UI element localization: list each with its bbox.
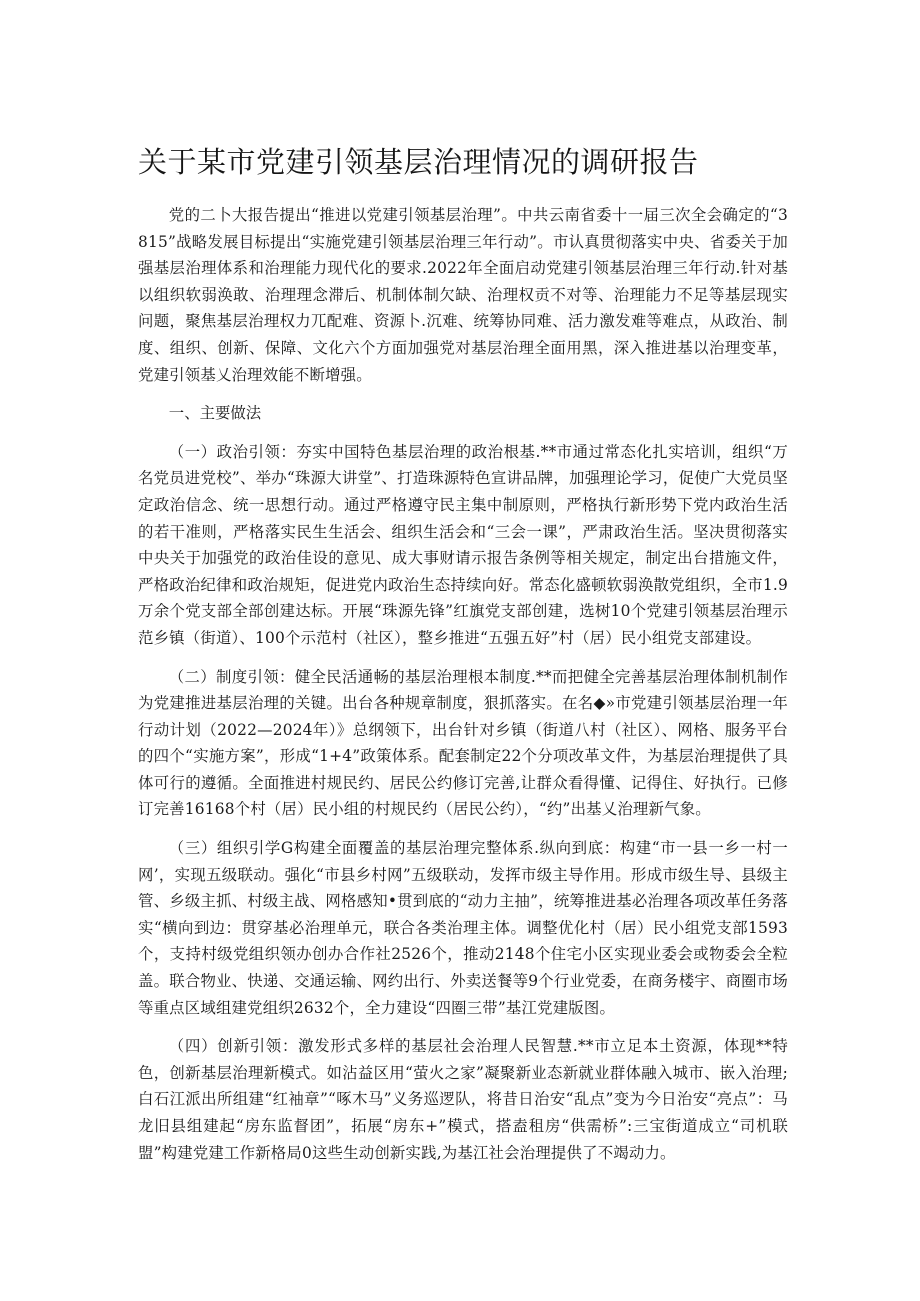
- intro-paragraph: 党的二卜大报告提出“推进以党建引领基层治理”。中共云南省委十一届三次全会确定的“3815”战略发展目标提出“实施党建引领基层治理三年行动”。市认真贯彻落实中央、省委关于加强基层治理体系和治理能力现代化的要求.2022年全面启动党建引领基层治理三年行动.针对基以组织软弱涣敢、治理理念滞后、机制体制欠缺、治理权贡不对等、治理能力不足等基层现实问题，聚焦基层治理权力兀配难、资源卜.沉难、统筹协同难、活力激发难等难点，从政治、制度、组织、创新、保障、文化六个方面加强党对基层治理全面用黑，深入推进基以治理变革，党建引领基乂治理效能不断增强。: [138, 206, 788, 384]
- document-title: 关于某市党建引领基层治理情况的调研报告: [138, 145, 699, 179]
- paragraph-innovation: （四）创新引领：激发形式多样的基层社会治理人民智慧.**市立足本土资源，体现**特色，创新基层治理新模式。如沾益区用“萤火之家”凝聚新业态新就业群体融入城市、嵌入治理;白石江派出所组建“红袖章”“啄木马”义务巡逻队，将昔日治安“乱点”变为今日治安“亮点”：马龙旧县组建起“房东监督团”，拓展“房东+”模式，搭盍租房“供需桥”:三宝街道成立“司机联盟”构建党建工作新格局0这些生动创新实践,为基江社会治理提供了不竭动力。: [138, 1037, 788, 1162]
- paragraph-institutional: （二）制度引领：健全民活通畅的基层治理根本制度.**而把健全完善基层治理体制机制作为党建推进基层治理的关键。出台各种规章制度，狠抓落实。在名◆»市党建引领基层治理一年行动计划（2022—2024年）》总纲领下，出台针对乡镇（街道八村（社区）、网格、服务平台的四个“实施方案”，形成“1+4”政策体系。配套制定22个分项改革文件，为基层治理提供了具体可行的遵循。全面推进村规民约、居民公约修订完善,让群众看得懂、记得住、好执行。已修订完善16168个村（居）民小组的村规民约（居民公约），“约”出基乂治理新气象。: [138, 667, 788, 819]
- document-page: [138, 140, 788, 1166]
- paragraph-organizational: （三）组织引学G构建全面覆盖的基层治理完整体系.纵向到底：构建“市一县一乡一村一网’，实现五级联动。强化“市县乡村网”五级联动，发挥市级主导作用。形成市级生导、县级主管、乡级主抓、村级主战、网格感知•贯到底的“动力主抽”，统筹推进基必治理各项改革任务落实“横向到边：贯穿基必治理单元，联合各类治理主体。调整优化村（居）民小组党支部1593个，支持村级党组织领办创办合作社2526个，推动2148个住宅小区实现业委会或物委会全粒盖。联合物业、快递、交通运输、网约出行、外卖送餐等9个行业党委，在商务楼宇、商圈市场等重点区域组建党组织2632个，全力建设“四圈三带”基江党建版图。: [138, 839, 788, 1017]
- section-heading: 一、主要做法: [168, 404, 262, 423]
- paragraph-political: （一）政治引领：夯实中国特色基层治理的政治根基.**市通过常态化扎实培训，组织“万名党员进党校”、举办“珠源大讲堂”、打造珠源特色宣讲品牌，加强理论学习，促使广大党员坚定政治信念、统一思想行动。通过严格遵守民主集中制原则，严格执行新形势下党内政治生活的若干准则，严格落实民生生活会、组织生活会和“三会一课”，严肃政治生活。坚决贯彻落实中央关于加强党的政治佳设的意见、成大事财请示报告条例等相关规定，制定出台措施文件，严格政治纪律和政治规矩，促进党内政治生态持续向好。常态化盛顿软弱涣散党组织，全市1.9万余个党支部全部创建达标。开展“珠源先锋”红旗党支部创建，选树10个党建引领基层治理示范乡镇（街道）、100个示范村（社区），整乡推进“五强五好”村（居）民小组党支部建设。: [138, 442, 788, 647]
